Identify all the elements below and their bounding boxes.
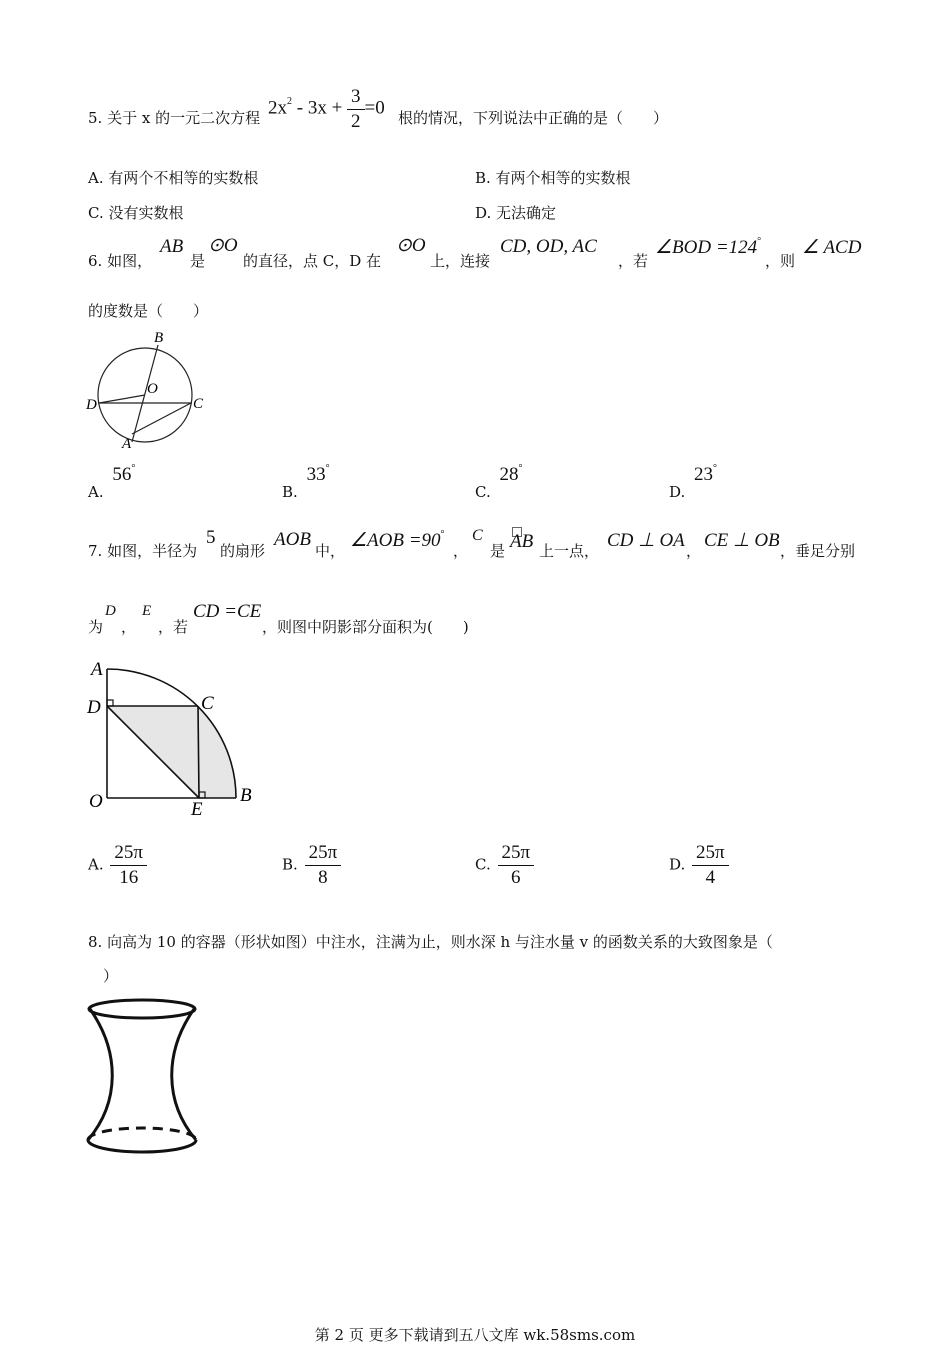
q6-option-a-letter: A. [88,483,104,501]
q7-option-c [475,843,534,888]
q7-line2-c: ，若 [158,618,189,636]
q5-eq-num: 3 [347,87,365,110]
q7-angle-text: ∠AOB =90 [350,530,441,551]
q6-mid: 的直径，点 C，D 在 [243,252,382,270]
q6-option-b-deg: ° [325,463,330,474]
q6-angle-text: ∠BOD =124 [655,237,758,258]
q5-option-c: C. 没有实数根 [88,204,184,222]
q8-line1: 8. 向高为 10 的容器（形状如图）中注水，注满为止，则水深 h 与注水量 v 的函数关系的大致图象是（ [88,933,773,951]
q7-angle-deg: ° [440,529,445,540]
q7-label-d: D [87,697,101,718]
q7-option-c-den: 6 [511,866,521,888]
q6-option-c [475,463,523,501]
q7-option-a-num: 25π [110,843,147,866]
q7-arc [510,527,534,552]
q7-right-angle-d [107,700,113,706]
q7-option-d-frac [692,843,729,888]
q6-option-b-value: 33 [306,464,326,485]
q5-option-d: D. 无法确定 [475,204,557,222]
q7-label-b: B [240,785,252,806]
q8-container-figure [80,992,210,1162]
q7-is: 是 [490,542,506,560]
q6-option-a [88,463,136,501]
q7-comma: ， [453,542,469,560]
q7-prefix: 7. 如图，半径为 [88,542,198,560]
q7-angle [350,529,445,552]
q7-label-a: A [91,659,103,680]
q6-option-b-letter: B. [282,483,298,501]
q7-aob: AOB [274,529,311,550]
q6-option-a-value: 56 [112,464,132,485]
q7-option-a-letter: A. [88,855,104,874]
q5-suffix: 根的情况，下列说法中正确的是（ ） [398,109,669,127]
q7-option-d-num: 25π [692,843,729,866]
q6-option-d-value: 23 [694,464,714,485]
q6-figure [80,325,220,455]
q6-label-d: D [86,397,97,413]
q7-option-c-letter: C. [475,855,491,874]
q5-eq-c: =0 [364,97,385,119]
q7-option-c-frac [498,843,535,888]
q7-label-o: O [89,791,103,812]
q5-eq-sq: 2 [287,96,292,108]
q5-prefix: 5. 关于 x 的一元二次方程 [88,109,261,127]
q7-option-b-frac [305,843,342,888]
q6-line2: 的度数是（ ） [88,302,209,320]
q5-option-a: A. 有两个不相等的实数根 [88,169,259,187]
q7-option-d-den: 4 [705,866,716,888]
q6-if: ，若 [618,252,649,270]
q6-label-c: C [193,396,204,412]
q5-equation [268,87,385,132]
q7-option-d [669,843,729,888]
q6-option-d-letter: D. [669,483,686,501]
q7-t4: ，垂足分别 [780,542,856,560]
q6-label-o: O [147,381,158,397]
q8-bottom-front [88,1140,196,1152]
q6-label-a: A [122,436,132,452]
q5-eq-b: - 3x + [292,97,348,119]
q7-label-e: E [191,799,203,820]
q7-label-c: C [201,693,214,714]
q7-cond: CD =CE [193,601,262,622]
q6-option-c-value: 28 [499,464,519,485]
q5-eq-frac [347,87,365,132]
q5-option-b: B. 有两个相等的实数根 [475,169,631,187]
q5-eq-a: 2x [268,97,287,119]
page-footer: 第 2 页 更多下载请到五八文库 wk.58sms.com [314,1326,636,1344]
q6-is: 是 [190,252,206,270]
q6-target: ∠ ACD [802,237,862,258]
q7-figure [82,655,262,825]
q7-line2-b: ， [121,618,137,636]
q8-bottom-back [88,1128,196,1140]
q6-option-a-deg: ° [131,463,136,474]
q6-circle-o: ⊙O [208,235,238,256]
q7-option-b [282,843,341,888]
q6-label-b: B [154,330,164,346]
q7-option-b-letter: B. [282,855,298,874]
q6-option-d [669,463,718,501]
q6-option-d-deg: ° [713,463,718,474]
q6-segment-od [99,395,145,403]
q7-line2-d: ，则图中阴影部分面积为( ) [262,618,469,636]
q6-option-c-letter: C. [475,483,491,501]
q7-option-b-num: 25π [305,843,342,866]
q5-eq-den: 2 [351,110,361,132]
q7-perp1: CD ⊥ OA [607,530,685,551]
q6-mid2: 上，连接 [430,252,491,270]
q6-angle [655,236,761,259]
q7-option-a-den: 16 [119,866,139,888]
q6-circle-o-2: ⊙O [396,235,426,256]
q7-option-c-num: 25π [498,843,535,866]
q7-c: C [472,527,483,544]
q7-arc-text: AB [510,531,534,552]
q6-angle-deg: ° [757,236,762,247]
q8-top-rim [89,1000,195,1018]
q7-radius: 5 [206,527,216,548]
q8-left-wall [88,1009,112,1140]
q6-then: ，则 [765,252,796,270]
q7-shaded-region [107,706,236,798]
q7-option-a-frac [110,843,147,888]
q8-right-wall [172,1009,196,1140]
q7-t1: 的扇形 [220,542,266,560]
q7-option-d-letter: D. [669,855,686,874]
q6-prefix: 6. 如图， [88,252,153,270]
q7-perp2: CE ⊥ OB [704,530,780,551]
q6-segments: CD, OD, AC [500,236,597,257]
q7-segment-ce [198,706,199,798]
q7-option-a [88,843,147,888]
q8-line2: ） [103,967,119,985]
q7-t3: 上一点， [539,542,600,560]
q6-option-b [282,463,330,501]
q6-option-c-deg: ° [518,463,523,474]
q7-line2-a: 为 [88,618,104,636]
q7-d: D [105,603,116,619]
q7-option-b-den: 8 [318,866,328,888]
q7-t2: 中， [315,542,346,560]
q7-e: E [142,603,152,619]
q6-ab: AB [160,236,184,257]
q7-sep: ， [686,542,702,560]
